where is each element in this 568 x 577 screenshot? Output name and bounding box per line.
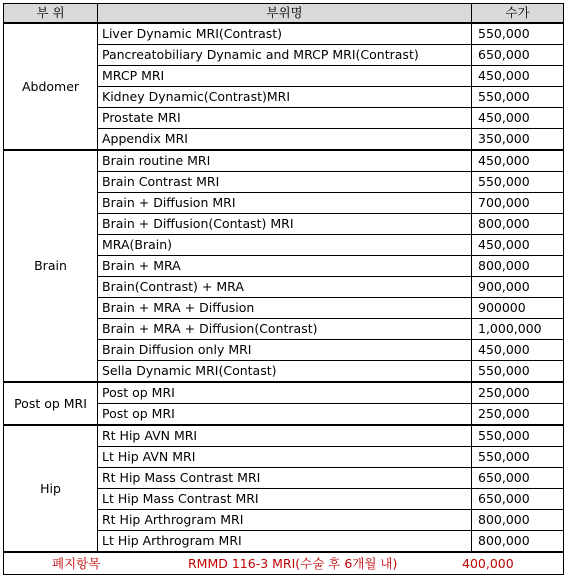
price-cell: 650,000 xyxy=(472,45,564,66)
item-cell: Brain + Diffusion(Contast) MRI xyxy=(98,214,472,235)
item-cell: Lt Hip Mass Contrast MRI xyxy=(98,489,472,510)
price-cell: 800,000 xyxy=(472,531,564,553)
price-cell: 550,000 xyxy=(472,425,564,447)
price-cell: 800,000 xyxy=(472,256,564,277)
item-cell: Prostate MRI xyxy=(98,108,472,129)
item-cell: Brain + MRA + Diffusion(Contrast) xyxy=(98,319,472,340)
item-cell: MRCP MRI xyxy=(98,66,472,87)
price-cell: 550,000 xyxy=(472,23,564,45)
price-cell: 900,000 xyxy=(472,277,564,298)
footer-price: 400,000 xyxy=(462,556,514,571)
item-cell: Sella Dynamic MRI(Contast) xyxy=(98,361,472,383)
table-footer xyxy=(4,552,564,575)
item-cell: Brain routine MRI xyxy=(98,150,472,172)
item-cell: Lt Hip Arthrogram MRI xyxy=(98,531,472,553)
item-cell: Brain + MRA xyxy=(98,256,472,277)
item-cell: Brain(Contrast) + MRA xyxy=(98,277,472,298)
header-item: 부위명 xyxy=(98,4,472,24)
item-cell: Rt Hip Mass Contrast MRI xyxy=(98,468,472,489)
item-cell: Brain + MRA + Diffusion xyxy=(98,298,472,319)
price-cell: 250,000 xyxy=(472,382,564,404)
price-cell: 450,000 xyxy=(472,340,564,361)
price-cell: 1,000,000 xyxy=(472,319,564,340)
price-cell: 800,000 xyxy=(472,510,564,531)
footer-cell xyxy=(4,552,564,575)
item-cell: Appendix MRI xyxy=(98,129,472,151)
price-cell: 450,000 xyxy=(472,150,564,172)
price-cell: 350,000 xyxy=(472,129,564,151)
item-cell: MRA(Brain) xyxy=(98,235,472,256)
price-cell: 650,000 xyxy=(472,468,564,489)
price-cell: 450,000 xyxy=(472,235,564,256)
part-cell: Abdomer xyxy=(4,23,98,150)
price-cell: 800,000 xyxy=(472,214,564,235)
table-row xyxy=(4,425,564,447)
footer-line xyxy=(8,553,559,574)
table-header xyxy=(4,4,564,24)
footer-label: 폐지항목 xyxy=(52,556,101,571)
table-body xyxy=(4,23,564,552)
item-cell: Lt Hip AVN MRI xyxy=(98,447,472,468)
item-cell: Rt Hip Arthrogram MRI xyxy=(98,510,472,531)
price-cell: 550,000 xyxy=(472,172,564,193)
item-cell: Brain Contrast MRI xyxy=(98,172,472,193)
mri-price-table xyxy=(3,3,564,575)
price-cell: 650,000 xyxy=(472,489,564,510)
footer-item: RMMD 116-3 MRI(수술 후 6개월 내) xyxy=(188,556,398,571)
price-cell: 550,000 xyxy=(472,361,564,383)
item-cell: Kidney Dynamic(Contrast)MRI xyxy=(98,87,472,108)
price-cell: 450,000 xyxy=(472,108,564,129)
price-cell: 250,000 xyxy=(472,404,564,426)
item-cell: Brain + Diffusion MRI xyxy=(98,193,472,214)
item-cell: Post op MRI xyxy=(98,382,472,404)
price-cell: 700,000 xyxy=(472,193,564,214)
price-cell: 550,000 xyxy=(472,87,564,108)
header-row xyxy=(4,4,564,24)
table-row xyxy=(4,150,564,172)
footer-row xyxy=(4,552,564,575)
table-row xyxy=(4,382,564,404)
item-cell: Rt Hip AVN MRI xyxy=(98,425,472,447)
part-cell: Brain xyxy=(4,150,98,382)
part-cell: Hip xyxy=(4,425,98,552)
price-cell: 450,000 xyxy=(472,66,564,87)
part-cell: Post op MRI xyxy=(4,382,98,425)
item-cell: Post op MRI xyxy=(98,404,472,426)
item-cell: Pancreatobiliary Dynamic and MRCP MRI(Contrast) xyxy=(98,45,472,66)
price-cell: 550,000 xyxy=(472,447,564,468)
item-cell: Brain Diffusion only MRI xyxy=(98,340,472,361)
header-part: 부 위 xyxy=(4,4,98,24)
table-row xyxy=(4,23,564,45)
item-cell: Liver Dynamic MRI(Contrast) xyxy=(98,23,472,45)
header-price: 수가 xyxy=(472,4,564,24)
price-cell: 900000 xyxy=(472,298,564,319)
